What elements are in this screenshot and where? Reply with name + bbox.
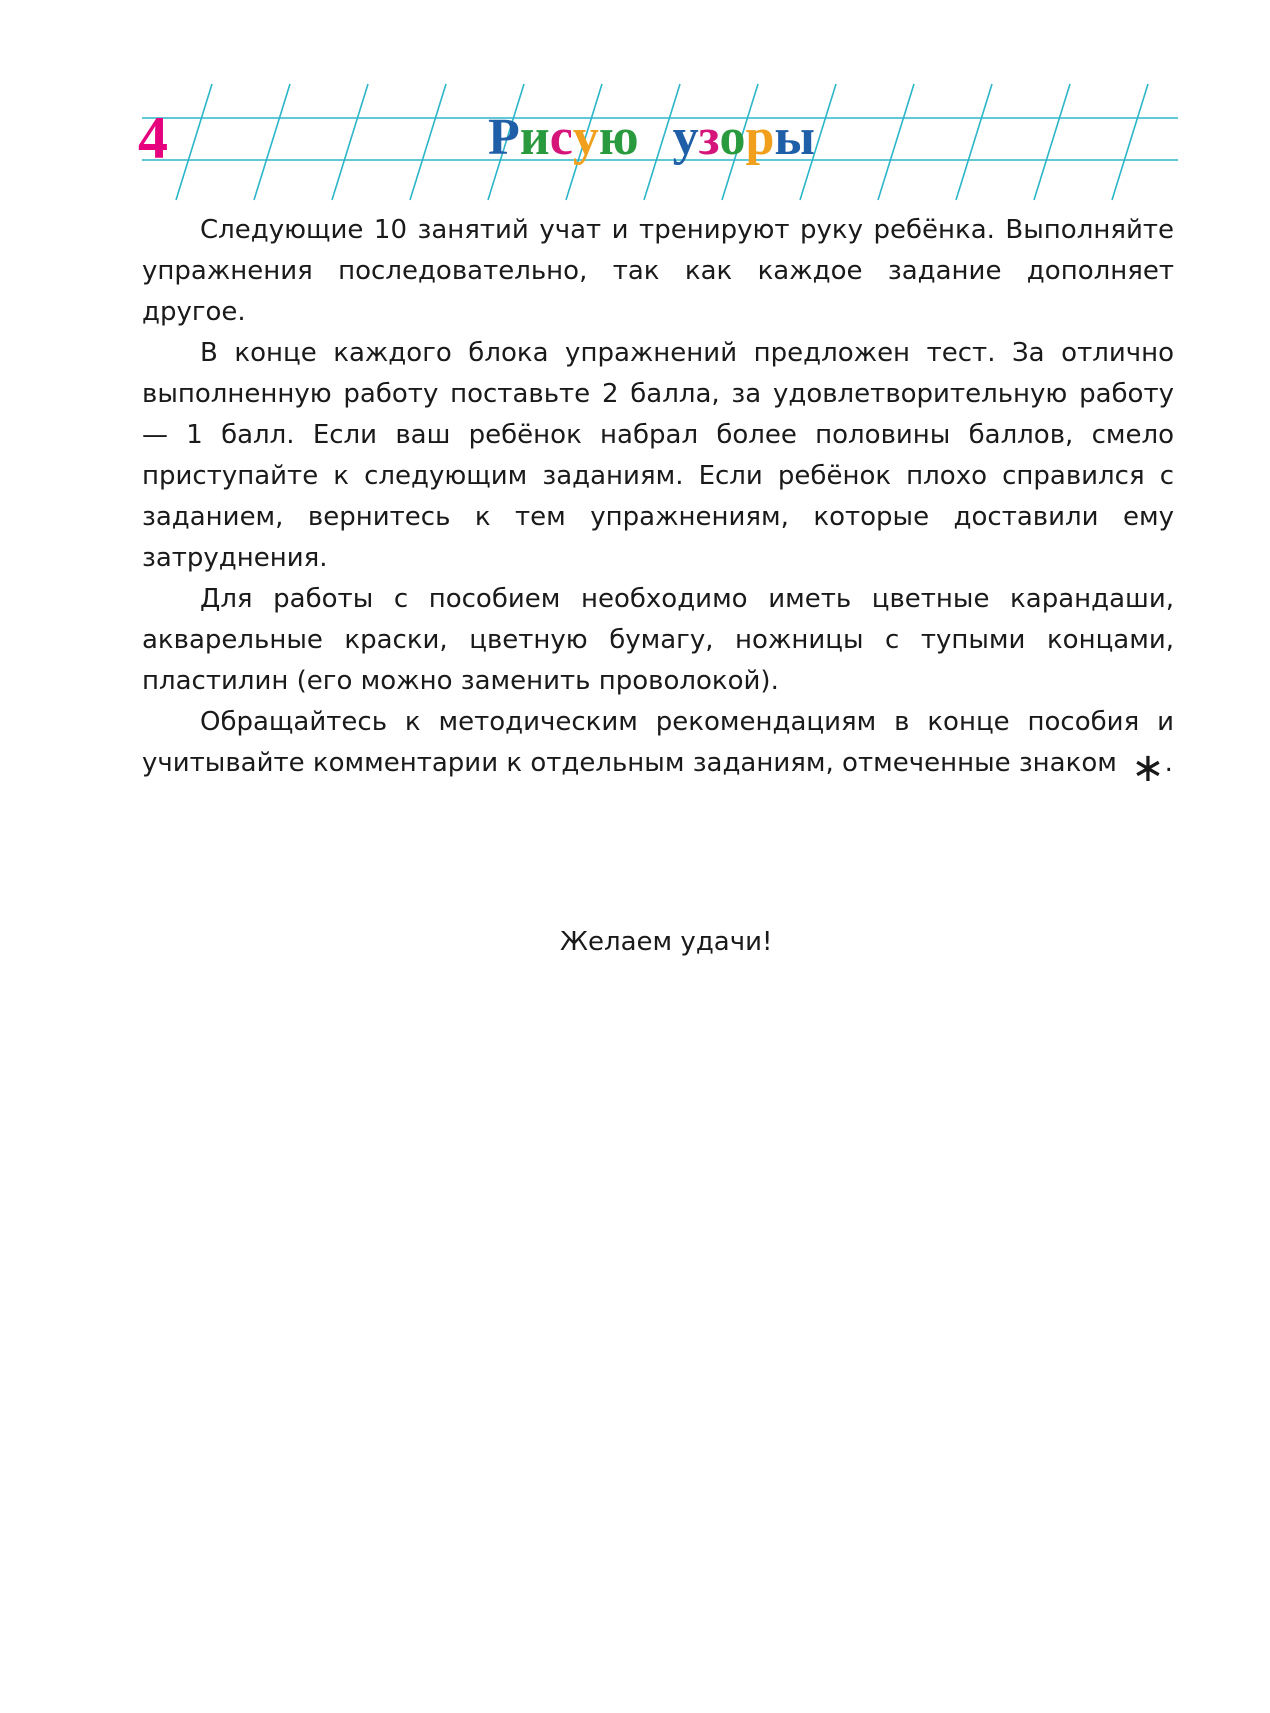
title-letter: у [572, 109, 599, 166]
title-letter: о [719, 109, 746, 166]
title-gap [639, 112, 673, 164]
title-letter: у [672, 109, 699, 166]
title-letter: и [519, 109, 550, 166]
ruling-slant-line [1034, 84, 1070, 200]
title-letter: Р [488, 109, 520, 166]
paragraph-3: Для работы с пособием необходимо иметь цветные карандаши, акварельные краски, цветную бумагу, ножницы с тупыми концами, пластилин (его можно заменить проволокой). [142, 584, 1174, 696]
title-letter: р [745, 109, 775, 166]
ruling-slant-line [254, 84, 290, 200]
title-letter: з [698, 109, 720, 166]
title-letter: ы [774, 109, 816, 166]
ruling-slant-line [956, 84, 992, 200]
closing-wish: Желаем удачи! [560, 927, 773, 957]
paragraph-4-text: Обращайтесь к методическим рекомендациям в конце пособия и учитывайте комментарии к отдельным заданиям, отмеченные знаком [142, 707, 1174, 778]
star-icon: ∗ [1131, 745, 1165, 791]
page-title [488, 109, 816, 166]
paragraph-1: Следующие 10 занятий учат и тренируют руку ребёнка. Выполняйте упражнения последовательно, так как каждое задание дополняет другое. [142, 215, 1174, 327]
paragraph-2: В конце каждого блока упражнений предложен тест. За отлично выполненную работу поставьте 2 балла, за удовлетворительную работу — 1 балл. Если ваш ребёнок набрал более половины баллов, смело приступайте к следующим заданиям. Если ребёнок плохо справился с заданием, вернитесь к тем упражнениям, которые доставили ему затруднения. [142, 338, 1174, 573]
ruling-slant-line [410, 84, 446, 200]
ruling-slant-line [878, 84, 914, 200]
paragraph-4 [142, 702, 1174, 791]
ruling-slant-line [332, 84, 368, 200]
final-period: . [1164, 748, 1173, 778]
title-letter: ю [598, 109, 639, 166]
page-header [0, 0, 1270, 220]
instructions-text [142, 210, 1174, 791]
title-letter: с [549, 109, 573, 166]
ruling-slant-line [176, 84, 212, 200]
ruling-slant-line [1112, 84, 1148, 200]
page-number: 4 [138, 105, 168, 171]
